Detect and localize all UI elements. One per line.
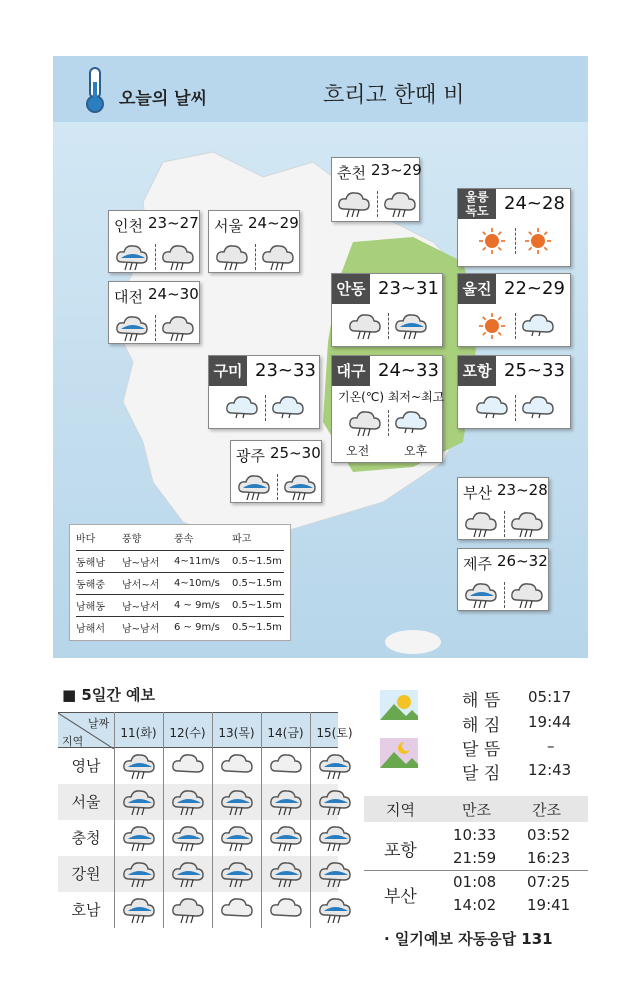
sea-cell: 남~남서 xyxy=(122,557,160,569)
today-weather-label: 오늘의 날씨 xyxy=(119,89,208,109)
city-name-tag: 대구 xyxy=(332,356,370,386)
am-pm-divider xyxy=(377,191,378,217)
sea-header-cell: 풍속 xyxy=(174,534,194,545)
cloud-rain-icon xyxy=(337,189,371,219)
tide-header-cell: 지역 xyxy=(386,801,415,819)
cloud-heavy-rain-icon xyxy=(122,751,156,781)
city-weather-card xyxy=(331,273,443,347)
sun-icon xyxy=(475,311,509,341)
sea-table-row xyxy=(76,572,284,593)
cloud-rain-icon xyxy=(348,408,382,438)
city-weather-card xyxy=(331,157,420,222)
forecast-row xyxy=(58,856,338,892)
tide-region: 포항 xyxy=(384,841,417,861)
moonrise-time: – xyxy=(547,737,555,755)
am-pm-divider xyxy=(155,244,156,270)
forecast-cell xyxy=(163,856,212,892)
sea-cell: 4~10m/s xyxy=(174,577,220,589)
forecast-cell xyxy=(114,784,163,820)
forecast-day-label: 11(화) xyxy=(120,726,157,740)
sea-table-row xyxy=(76,550,284,571)
sea-cell: 남서~서 xyxy=(122,579,160,591)
cloud-rain-icon xyxy=(510,580,544,610)
cloud-heavy-rain-icon xyxy=(171,787,205,817)
city-weather-card xyxy=(331,355,443,463)
cloud-heavy-rain-icon xyxy=(220,859,254,889)
forecast-region: 강원 xyxy=(71,865,101,883)
city-temperature: 24~29 xyxy=(248,214,299,232)
sea-cell: 동해남 xyxy=(76,557,105,569)
sea-cell: 6 ~ 9m/s xyxy=(174,621,220,633)
city-temperature: 26~32 xyxy=(497,552,548,570)
forecast-cell xyxy=(212,820,261,856)
cloud-rain-icon xyxy=(215,242,249,272)
cloud-heavy-rain-icon xyxy=(394,311,428,341)
legend-pm-label: 오후 xyxy=(404,444,428,458)
city-temperature: 23~27 xyxy=(148,214,199,232)
am-pm-divider xyxy=(515,228,516,254)
forecast-region: 충청 xyxy=(71,829,101,847)
cloud-rain-icon xyxy=(383,189,417,219)
tide-high: 21:59 xyxy=(453,849,497,867)
city-name: 제주 xyxy=(463,555,492,573)
city-name: 서울 xyxy=(214,217,243,235)
sea-table-row xyxy=(76,594,284,615)
forecast-cell xyxy=(114,820,163,856)
moonrise-label: 달 뜸 xyxy=(462,740,501,760)
city-temperature: 23~28 xyxy=(497,481,548,499)
sea-cell: 동해중 xyxy=(76,579,105,591)
forecast-day-label: 15(토) xyxy=(316,726,353,740)
cloud-heavy-rain-icon xyxy=(318,859,352,889)
forecast-row xyxy=(58,748,338,784)
city-name: 인천 xyxy=(114,217,143,235)
cloud-icon xyxy=(269,895,303,925)
city-weather-card xyxy=(230,440,322,503)
forecast-cell xyxy=(310,856,359,892)
cloud-icon xyxy=(220,895,254,925)
sea-conditions-table xyxy=(69,524,291,641)
forecast-cell xyxy=(212,748,261,784)
forecast-cell xyxy=(212,892,261,928)
forecast-cell xyxy=(261,856,310,892)
forecast-cell xyxy=(261,784,310,820)
cloud-heavy-rain-icon xyxy=(115,313,149,343)
weather-headline: 흐리고 한때 비 xyxy=(323,83,465,108)
cloud-heavy-rain-icon xyxy=(122,787,156,817)
city-name: 대전 xyxy=(114,288,143,306)
cloud-heavy-rain-icon xyxy=(464,580,498,610)
cloud-heavy-rain-icon xyxy=(318,895,352,925)
city-weather-card xyxy=(457,355,571,429)
am-pm-divider xyxy=(255,244,256,270)
tide-high: 14:02 xyxy=(453,896,497,914)
city-temperature: 23~31 xyxy=(378,278,439,299)
city-name: 부산 xyxy=(463,484,492,502)
cloud-heavy-rain-icon xyxy=(171,823,205,853)
sunset-label: 해 짐 xyxy=(462,716,501,736)
city-weather-card xyxy=(457,188,571,267)
city-weather-card xyxy=(457,477,549,540)
city-weather-card xyxy=(108,210,200,273)
cloud-heavy-rain-icon xyxy=(318,751,352,781)
column-divider xyxy=(163,712,164,928)
tide-high: 10:33 xyxy=(453,826,497,844)
tide-divider xyxy=(364,870,588,871)
forecast-day-label: 12(수) xyxy=(169,726,206,740)
tide-header-cell: 만조 xyxy=(462,801,491,819)
forecast-row xyxy=(58,784,338,820)
five-day-forecast-title: ■ 5일간 예보 xyxy=(62,686,156,704)
sunset-time: 19:44 xyxy=(528,713,572,731)
forecast-region: 서울 xyxy=(71,793,101,811)
cloud-heavy-rain-icon xyxy=(171,859,205,889)
city-temperature: 23~33 xyxy=(255,360,316,381)
cloud-rain-icon xyxy=(510,509,544,539)
cloud-light-icon xyxy=(521,393,555,423)
cloud-heavy-rain-icon xyxy=(122,859,156,889)
sea-cell: 0.5~1.5m xyxy=(232,555,282,567)
cloud-icon xyxy=(171,751,205,781)
forecast-cell xyxy=(310,892,359,928)
cloud-heavy-rain-icon xyxy=(220,787,254,817)
sunrise-icon xyxy=(380,690,418,720)
tide-low: 19:41 xyxy=(527,896,571,914)
forecast-cell xyxy=(261,820,310,856)
cloud-heavy-rain-icon xyxy=(115,242,149,272)
sea-table-row xyxy=(76,616,284,637)
city-temperature: 24~30 xyxy=(148,285,199,303)
forecast-day-label: 14(금) xyxy=(267,726,304,740)
city-temperature: 24~28 xyxy=(504,193,565,214)
city-name-tag: 안동 xyxy=(332,274,370,304)
am-pm-divider xyxy=(388,410,389,436)
sea-cell: 4 ~ 9m/s xyxy=(174,599,220,611)
am-pm-divider xyxy=(504,582,505,608)
am-pm-divider xyxy=(515,395,516,421)
sea-header-cell: 풍향 xyxy=(122,534,142,545)
city-temperature: 24~33 xyxy=(378,360,439,381)
am-pm-divider xyxy=(504,511,505,537)
sea-header-cell: 파고 xyxy=(232,534,252,545)
auto-response-footer: · 일기예보 자동응답 131 xyxy=(384,930,553,948)
moonset-label: 달 짐 xyxy=(462,764,501,784)
forecast-cell xyxy=(163,748,212,784)
tide-region: 부산 xyxy=(384,887,417,907)
cloud-rain-icon xyxy=(261,242,295,272)
forecast-header-row xyxy=(58,712,353,748)
column-divider xyxy=(310,712,311,928)
sea-cell: 0.5~1.5m xyxy=(232,599,282,611)
am-pm-divider xyxy=(155,315,156,341)
city-name: 광주 xyxy=(236,447,265,465)
am-pm-divider xyxy=(388,313,389,339)
corner-region-label: 지역 xyxy=(62,735,84,748)
sea-cell: 0.5~1.5m xyxy=(232,621,282,633)
forecast-row xyxy=(58,892,338,928)
forecast-row xyxy=(58,820,338,856)
cloud-icon xyxy=(220,751,254,781)
thermometer-icon xyxy=(81,66,109,114)
legend-am-label: 오전 xyxy=(346,444,370,458)
sea-cell: 0.5~1.5m xyxy=(232,577,282,589)
cloud-heavy-rain-icon xyxy=(269,823,303,853)
five-day-forecast-table xyxy=(58,712,353,928)
column-divider xyxy=(261,712,262,928)
sea-cell: 남해동 xyxy=(76,601,105,613)
sea-header-cell: 바다 xyxy=(76,534,96,545)
sun-icon xyxy=(521,226,555,256)
cloud-heavy-rain-icon xyxy=(269,859,303,889)
forecast-cell xyxy=(114,748,163,784)
tide-low: 16:23 xyxy=(527,849,571,867)
cloud-light-icon xyxy=(521,311,555,341)
moon-icon xyxy=(380,738,418,768)
city-name: 춘천 xyxy=(337,164,366,182)
corner-date-label: 날짜 xyxy=(88,717,110,730)
cloud-heavy-rain-icon xyxy=(318,787,352,817)
sea-cell: 남해서 xyxy=(76,623,105,635)
am-pm-divider xyxy=(265,395,266,421)
city-name-tag: 울진 xyxy=(458,274,496,304)
city-name-tag: 울릉 독도 xyxy=(458,189,496,219)
cloud-icon xyxy=(269,751,303,781)
cloud-heavy-rain-icon xyxy=(237,472,271,502)
cloud-heavy-rain-icon xyxy=(283,472,317,502)
column-divider xyxy=(212,712,213,928)
forecast-cell xyxy=(114,892,163,928)
cloud-rain-icon xyxy=(464,509,498,539)
am-pm-divider xyxy=(515,313,516,339)
forecast-cell xyxy=(310,784,359,820)
tide-header-cell: 간조 xyxy=(532,801,561,819)
cloud-rain-icon xyxy=(348,311,382,341)
cloud-heavy-rain-icon xyxy=(122,823,156,853)
forecast-cell xyxy=(212,856,261,892)
forecast-region: 영남 xyxy=(71,757,101,775)
cloud-light-icon xyxy=(271,393,305,423)
forecast-cell xyxy=(261,892,310,928)
column-divider xyxy=(114,712,115,928)
city-name-tag: 포항 xyxy=(458,356,496,386)
city-temperature: 25~30 xyxy=(270,444,321,462)
cloud-heavy-rain-icon xyxy=(220,823,254,853)
sunrise-label: 해 뜸 xyxy=(462,691,501,711)
forecast-cell xyxy=(163,820,212,856)
forecast-cell xyxy=(212,784,261,820)
tide-low: 07:25 xyxy=(527,873,571,891)
city-weather-card xyxy=(108,281,200,344)
cloud-heavy-rain-icon xyxy=(122,895,156,925)
moonset-time: 12:43 xyxy=(528,761,572,779)
forecast-region: 호남 xyxy=(71,901,101,919)
cloud-rain-icon xyxy=(161,242,195,272)
sea-cell: 4~11m/s xyxy=(174,555,220,567)
forecast-cell xyxy=(310,820,359,856)
city-weather-card xyxy=(208,355,320,429)
forecast-cell xyxy=(163,892,212,928)
forecast-cell xyxy=(114,856,163,892)
forecast-cell xyxy=(261,748,310,784)
tide-table-header xyxy=(364,796,588,822)
legend-temp-label: 기온(℃) 최저~최고 xyxy=(338,390,445,404)
sun-icon xyxy=(475,226,509,256)
city-name-tag: 구미 xyxy=(209,356,247,386)
forecast-cell xyxy=(310,748,359,784)
cloud-heavy-rain-icon xyxy=(269,787,303,817)
sea-cell: 남~남서 xyxy=(122,623,160,635)
city-weather-card xyxy=(208,210,300,273)
tide-high: 01:08 xyxy=(453,873,497,891)
city-weather-card xyxy=(457,548,549,611)
sea-table-header xyxy=(76,527,284,548)
cloud-heavy-rain-icon xyxy=(318,823,352,853)
sunrise-time: 05:17 xyxy=(528,688,572,706)
city-temperature: 23~29 xyxy=(371,161,422,179)
cloud-rain-icon xyxy=(171,895,205,925)
sea-cell: 남~남서 xyxy=(122,601,160,613)
forecast-cell xyxy=(163,784,212,820)
city-temperature: 25~33 xyxy=(504,360,565,381)
forecast-day-label: 13(목) xyxy=(218,726,255,740)
city-weather-card xyxy=(457,273,571,347)
cloud-light-icon xyxy=(225,393,259,423)
cloud-light-icon xyxy=(475,393,509,423)
tide-low: 03:52 xyxy=(527,826,571,844)
city-temperature: 22~29 xyxy=(504,278,565,299)
am-pm-divider xyxy=(277,474,278,500)
cloud-light-icon xyxy=(394,408,428,438)
cloud-rain-icon xyxy=(161,313,195,343)
